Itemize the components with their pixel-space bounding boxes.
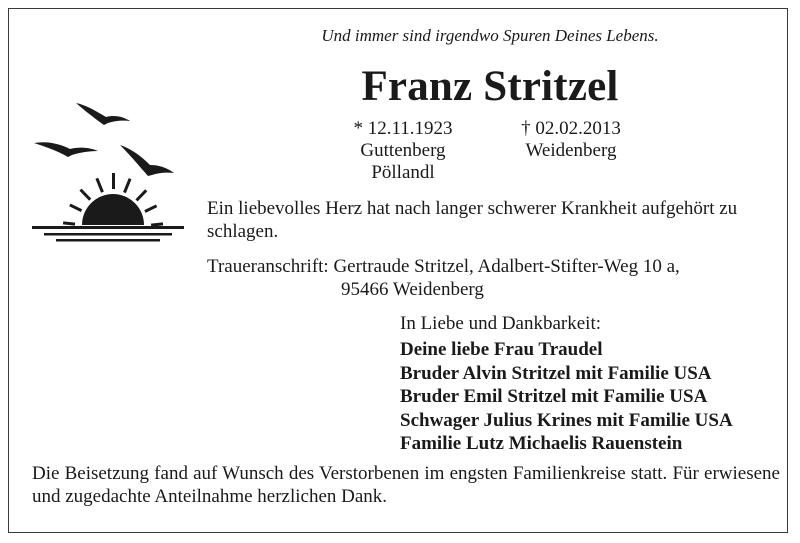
birth-place: Guttenberg (360, 140, 446, 161)
mourner: Bruder Alvin Stritzel mit Familie USA (400, 362, 712, 384)
address-line: Traueranschrift: Gertraude Stritzel, Adalbert-Stifter-Weg 10 a, (207, 256, 680, 277)
address-city: 95466 Weidenberg (341, 279, 484, 300)
water-lines (32, 226, 184, 242)
mourner: Deine liebe Frau Traudel (400, 339, 603, 360)
mourning-address (207, 255, 779, 301)
death-block (506, 118, 636, 162)
birds-icon (34, 103, 174, 176)
sun-disc (82, 194, 144, 225)
mourners-list (400, 338, 733, 456)
deceased-name: Franz Stritzel (361, 63, 619, 110)
funeral-note: Die Beisetzung fand auf Wunsch des Verstorbenen im engsten Familienkreise statt. Für erwiesene und zugedachte Anteilnahme herzlichen Dank. (32, 463, 780, 507)
announcement-text: Ein liebevolles Herz hat nach langer schwerer Krankheit aufgehört zu schlagen. (207, 198, 738, 242)
sunset-icon (30, 95, 200, 245)
motto: Und immer sind irgendwo Spuren Deines Lebens. (321, 26, 659, 45)
birth-date: * 12.11.1923 (353, 118, 453, 139)
death-place: Weidenberg (525, 140, 617, 161)
birth-place-2: Pöllandl (371, 162, 435, 183)
death-date: † 02.02.2013 (521, 118, 621, 139)
mourner: Familie Lutz Michaelis Rauenstein (400, 433, 683, 454)
gratitude-heading: In Liebe und Dankbarkeit: (400, 313, 602, 334)
mourner: Schwager Julius Krines mit Familie USA (400, 409, 733, 431)
mourner: Bruder Emil Stritzel mit Familie USA (400, 386, 708, 407)
birth-block (340, 118, 466, 184)
